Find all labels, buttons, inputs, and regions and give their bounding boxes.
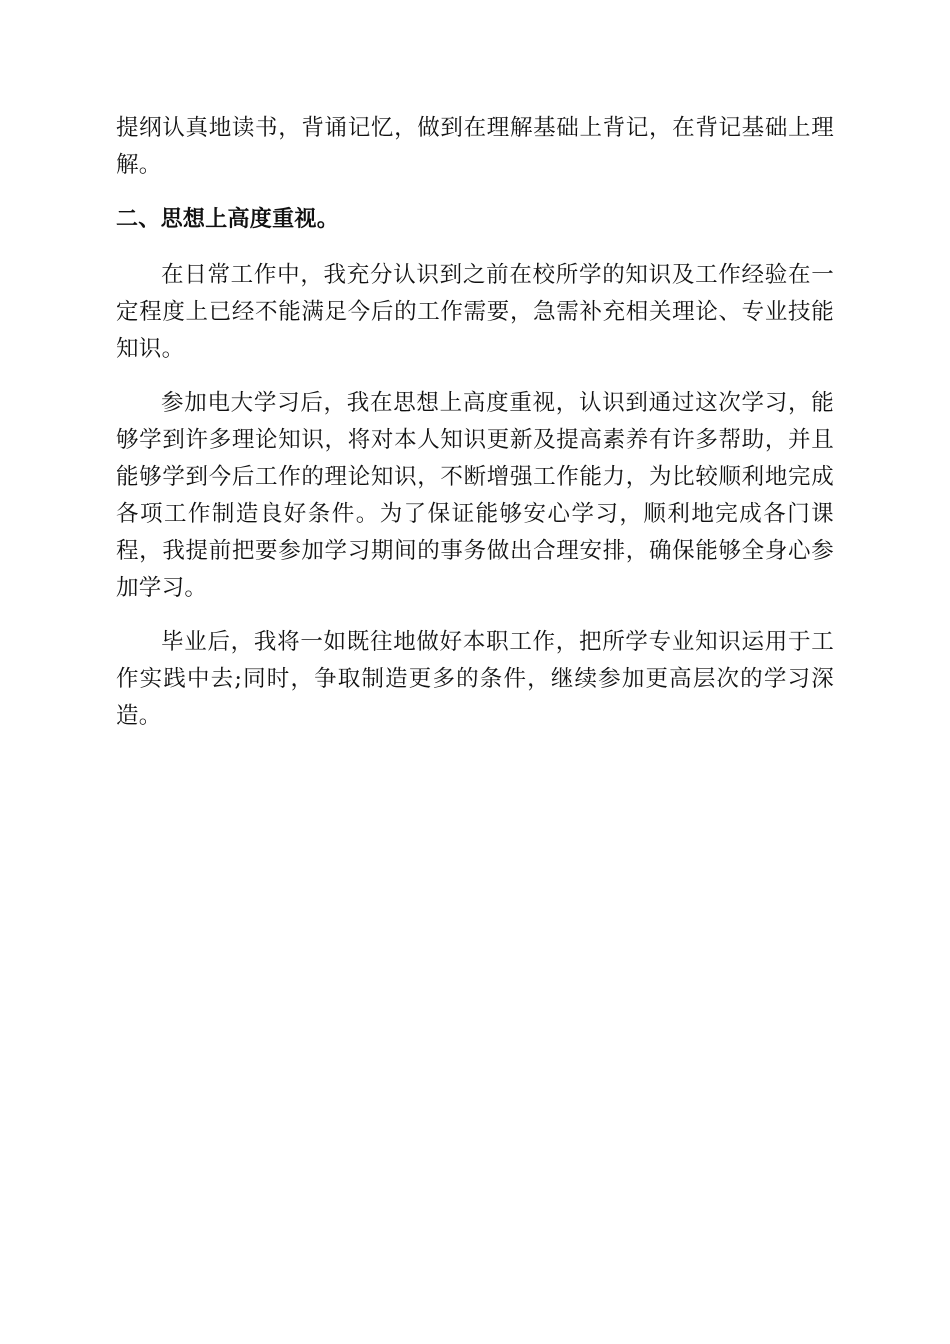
paragraph-daily-work: 在日常工作中，我充分认识到之前在校所学的知识及工作经验在一定程度上已经不能满足今后的工作需要，急需补充相关理论、专业技能知识。 <box>116 262 834 362</box>
paragraph-study-attitude: 参加电大学习后，我在思想上高度重视，认识到通过这次学习，能够学到许多理论知识，将对本人知识更新及提高素养有许多帮助，并且能够学到今后工作的理论知识，不断增强工作能力，为比较顺利地完成各项工作制造良好条件。为了保证能够安心学习，顺利地完成各门课程，我提前把要参加学习期间的事务做出合理安排，确保能够全身心参加学习。 <box>116 390 834 601</box>
paragraph-continuation: 提纲认真地读书，背诵记忆，做到在理解基础上背记，在背记基础上理解。 <box>116 115 834 178</box>
document-body <box>116 110 834 752</box>
paragraph-after-graduation: 毕业后，我将一如既往地做好本职工作，把所学专业知识运用于工作实践中去;同时，争取制造更多的条件，继续参加更高层次的学习深造。 <box>116 629 834 729</box>
section-heading: 二、思想上高度重视。 <box>116 207 340 232</box>
